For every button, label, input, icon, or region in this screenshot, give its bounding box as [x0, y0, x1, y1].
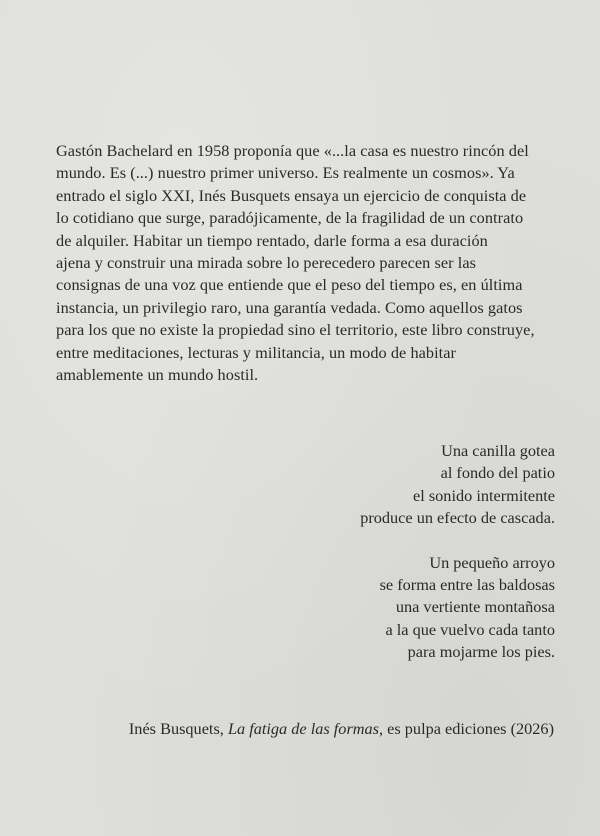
intro-line: de alquiler. Habitar un tiempo rentado, darle forma a esa duración: [56, 230, 488, 250]
poem-verse: se forma entre las baldosas: [379, 575, 555, 595]
intro-line: para los que no existe la propiedad sino el territorio, este libro construye,: [56, 320, 535, 340]
poem-verse: produce un efecto de cascada.: [360, 508, 555, 528]
intro-line: entre meditaciones, lecturas y militancia, un modo de habitar: [56, 342, 456, 362]
poem-verse: para mojarme los pies.: [407, 642, 555, 662]
citation-publisher: , es pulpa ediciones (2026): [379, 719, 554, 738]
poem-verse: Una canilla gotea: [441, 441, 555, 460]
intro-line: mundo. Es (...) nuestro primer universo. Es realmente un cosmos». Ya: [56, 163, 515, 183]
citation-title: La fatiga de las formas: [227, 719, 380, 738]
intro-line: entrado el siglo XXI, Inés Busquets ensaya un ejercicio de conquista de: [56, 185, 527, 205]
intro-line: lo cotidiano que surge, paradójicamente, de la fragilidad de un contrato: [56, 208, 524, 228]
poem-excerpt: [235, 440, 555, 686]
poem-verse: a la que vuelvo cada tanto: [385, 619, 555, 639]
book-citation: [129, 718, 554, 740]
poem-verse: una vertiente montañosa: [395, 597, 555, 617]
intro-line: amablemente un mundo hostil.: [56, 365, 259, 385]
intro-line: Gastón Bachelard en 1958 proponía que «...la casa es nuestro rincón del: [56, 141, 529, 160]
intro-paragraph: [56, 140, 554, 386]
poem-stanza-1: [235, 440, 555, 530]
citation-author: Inés Busquets,: [128, 719, 224, 738]
poem-verse: el sonido intermitente: [413, 485, 555, 505]
poem-stanza-2: [235, 552, 555, 664]
intro-line: instancia, un privilegio raro, una garantía vedada. Como aquellos gatos: [56, 297, 523, 317]
intro-line: consignas de una voz que entiende que el peso del tiempo es, en última: [56, 275, 523, 295]
intro-line: ajena y construir una mirada sobre lo perecedero parecen ser las: [56, 253, 476, 273]
poem-verse: Un pequeño arroyo: [429, 552, 555, 572]
poem-verse: al fondo del patio: [440, 463, 555, 483]
